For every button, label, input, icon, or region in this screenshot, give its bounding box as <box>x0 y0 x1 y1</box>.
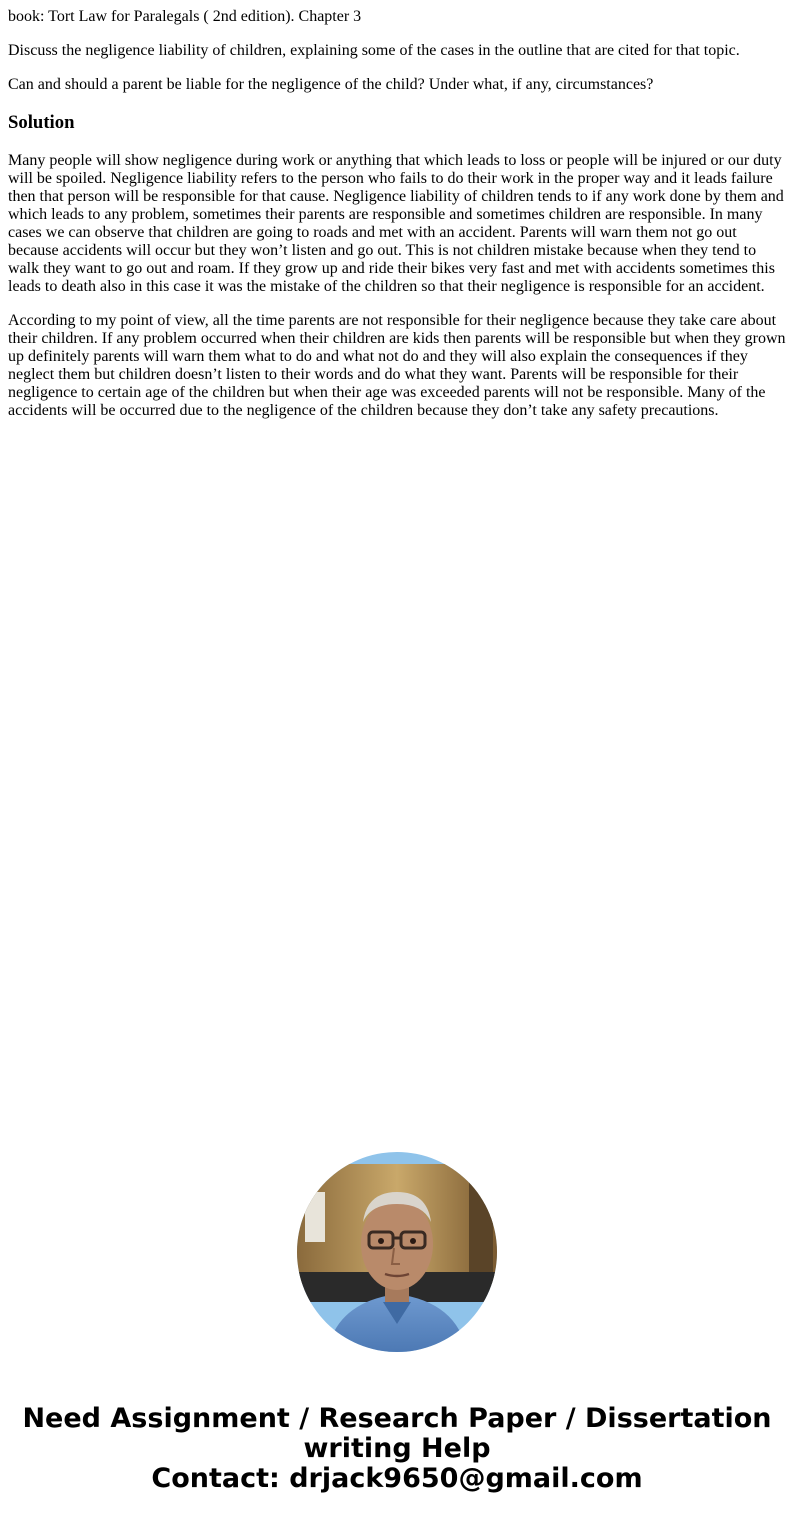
question-prompt-1: Discuss the negligence liability of children, explaining some of the cases in the outline that are cited for that topic. <box>8 42 740 59</box>
book-reference: book: Tort Law for Paralegals ( 2nd edition). Chapter 3 <box>8 8 362 25</box>
question-prompt-2: Can and should a parent be liable for the negligence of the child? Under what, if any, circumstances? <box>8 76 654 93</box>
tutor-portrait-image <box>297 1152 497 1352</box>
avatar <box>297 1152 497 1352</box>
promo-line-2: writing Help <box>303 1433 491 1464</box>
solution-paragraph-1: Many people will show negligence during work or anything that which leads to loss or people will be injured or our duty will be spoiled. Negligence liability refers to the person who fails to do their work in the proper way and it leads failure then that person will be responsible for that cause. Negligence liability of children tends to if any work done by them and which leads to any problem, sometimes their parents are responsible and sometimes children are responsible. In many cases we can observe that children are going to roads and met with an accident. Parents will warn them not go out because accidents will occur but they won’t listen and go out. This is not children mistake because when they tend to walk they want to go out and roam. If they grow up and ride their bikes very fast and met with accidents sometimes this leads to death also in this case it was the mistake of the children so that their negligence is responsible for an accident. <box>8 152 784 295</box>
promo-line-1: Need Assignment / Research Paper / Dissertation <box>22 1403 772 1434</box>
document-body <box>8 8 788 436</box>
promo-section <box>0 1152 794 1494</box>
promo-contact: Contact: drjack9650@gmail.com <box>151 1463 643 1494</box>
solution-paragraph-2: According to my point of view, all the time parents are not responsible for their negligence because they take care about their children. If any problem occurred when their children are kids then parents will be responsible but when they grown up definitely parents will warn them what to do and what not do and they will also explain the consequences if they neglect them but children doesn’t listen to their words and do what they want. Parents will be responsible for their negligence to certain age of the children but when their age was exceeded parents will not be responsible. Many of the accidents will be occurred due to the negligence of the children because they don’t take any safety precautions. <box>8 312 786 419</box>
solution-heading: Solution <box>8 112 75 133</box>
promo-message <box>0 1404 794 1494</box>
